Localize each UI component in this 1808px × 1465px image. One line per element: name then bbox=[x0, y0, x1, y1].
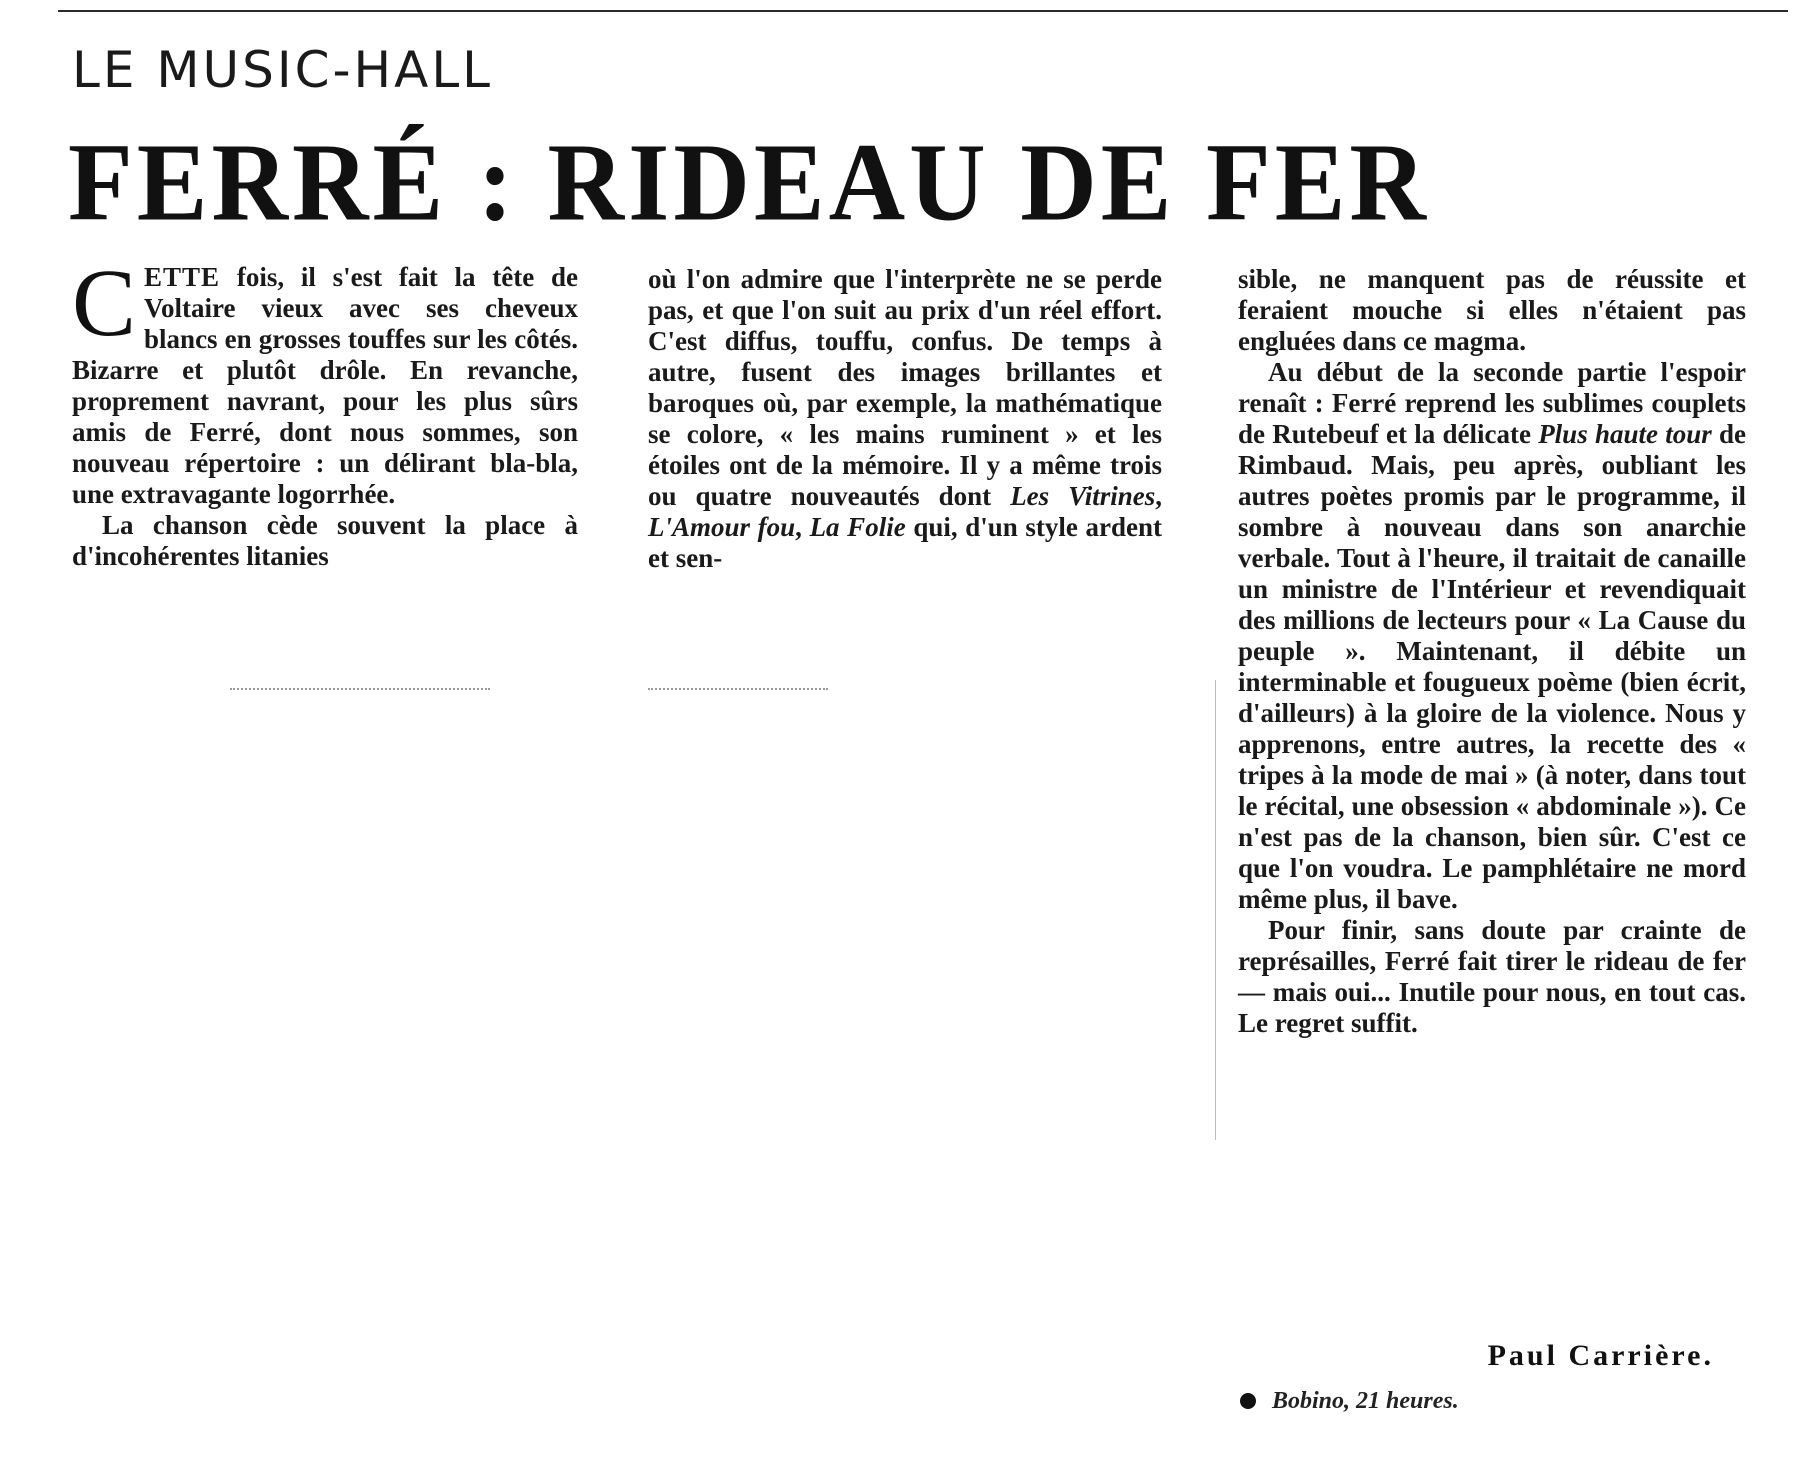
bullet-icon bbox=[1240, 1393, 1256, 1409]
title-separator: , bbox=[795, 512, 810, 542]
article-paragraph-2-end: sible, ne manquent pas de réussite et feraient mouche si elles n'étaient pas engluées dans ce magma. bbox=[1238, 264, 1746, 356]
paragraph-1-text: fois, il s'est fait la tête de Voltaire vieux avec ses cheveux blancs en grosses touffes sur les côtés. Bizarre et plutôt drôle. En revanche, proprement navrant, pour les plus sûrs amis de Ferré, dont nous sommes, son nouveau répertoire : un délirant bla-bla, une extravagante logorrhée. bbox=[72, 262, 578, 509]
article-paragraph-4: Pour finir, sans doute par crainte de représailles, Ferré fait tirer le rideau de fer — mais oui... Inutile pour nous, en tout cas. Le regret suffit. bbox=[1238, 915, 1746, 1038]
article-paragraph-1 bbox=[72, 249, 578, 510]
top-rule bbox=[58, 10, 1788, 12]
column-end-marks bbox=[230, 688, 490, 690]
article-column-3 bbox=[1238, 264, 1746, 1039]
venue-note-text: Bobino, 21 heures. bbox=[1272, 1388, 1459, 1414]
venue-note bbox=[1240, 1386, 1720, 1416]
paragraph-3-text-b: de Rimbaud. Mais, peu après, oubliant les autres poètes promis par le programme, il sombre à nouveau dans son anarchie verbale. Tout à l'heure, il traitait de canaille un ministre de l'Intérieur et revendiquait des millions de lecteurs pour « La Cause du peuple ». Maintenant, il débite un interminable et fougueux poème (bien écrit, d'ailleurs) à la gloire de la violence. Nous y apprenons, entre autres, la recette des « tripes à la mode de mai » (à noter, dans tout le récital, une obsession « abdominale »). Ce n'est pas de la chanson, bien sûr. C'est ce que l'on voudra. Le pamphlétaire ne mord même plus, il bave. bbox=[1238, 419, 1746, 914]
drop-cap: C bbox=[72, 249, 137, 356]
song-title-vitrines: Les Vitrines bbox=[1010, 481, 1156, 511]
paragraph-2-text-a: où l'on admire que l'interprète ne se perde pas, et que l'on suit au prix d'un réel effort. C'est diffus, touffu, confus. De temps à autre, fusent des images brillantes et baroques où, par exemple, la mathématique se colore, « les mains ruminent » et les étoiles ont de la mémoire. Il y a même trois ou quatre nouveautés dont bbox=[648, 264, 1162, 511]
article-paragraph-3 bbox=[1238, 357, 1746, 915]
song-title-folie: La Folie bbox=[809, 512, 906, 542]
article-paragraph-2: La chanson cède souvent la place à d'incohérentes litanies bbox=[72, 510, 578, 571]
article-paragraph-2-cont bbox=[648, 264, 1162, 574]
article-column-1 bbox=[72, 249, 578, 572]
column-end-marks bbox=[648, 688, 828, 690]
byline: Paul Carrière. bbox=[1487, 1339, 1714, 1372]
title-separator: , bbox=[1155, 481, 1162, 511]
section-rubric: LE MUSIC-HALL bbox=[72, 41, 494, 99]
song-title-amour-fou: L'Amour fou bbox=[648, 512, 796, 542]
paragraph-3-text-a: Au début de la seconde partie l'espoir renaît : Ferré reprend les sublimes couplets de Rutebeuf et la délicate bbox=[1238, 357, 1746, 449]
headline: FERRÉ : RIDEAU DE FER bbox=[68, 121, 1430, 244]
lead-caps: ETTE bbox=[144, 262, 221, 292]
paragraph-2-text-b: qui, d'un style ardent et sen- bbox=[648, 512, 1163, 573]
column-rule bbox=[1215, 680, 1216, 1140]
poem-title-plus-haute-tour: Plus haute tour bbox=[1538, 419, 1712, 449]
article-column-2 bbox=[648, 264, 1162, 574]
